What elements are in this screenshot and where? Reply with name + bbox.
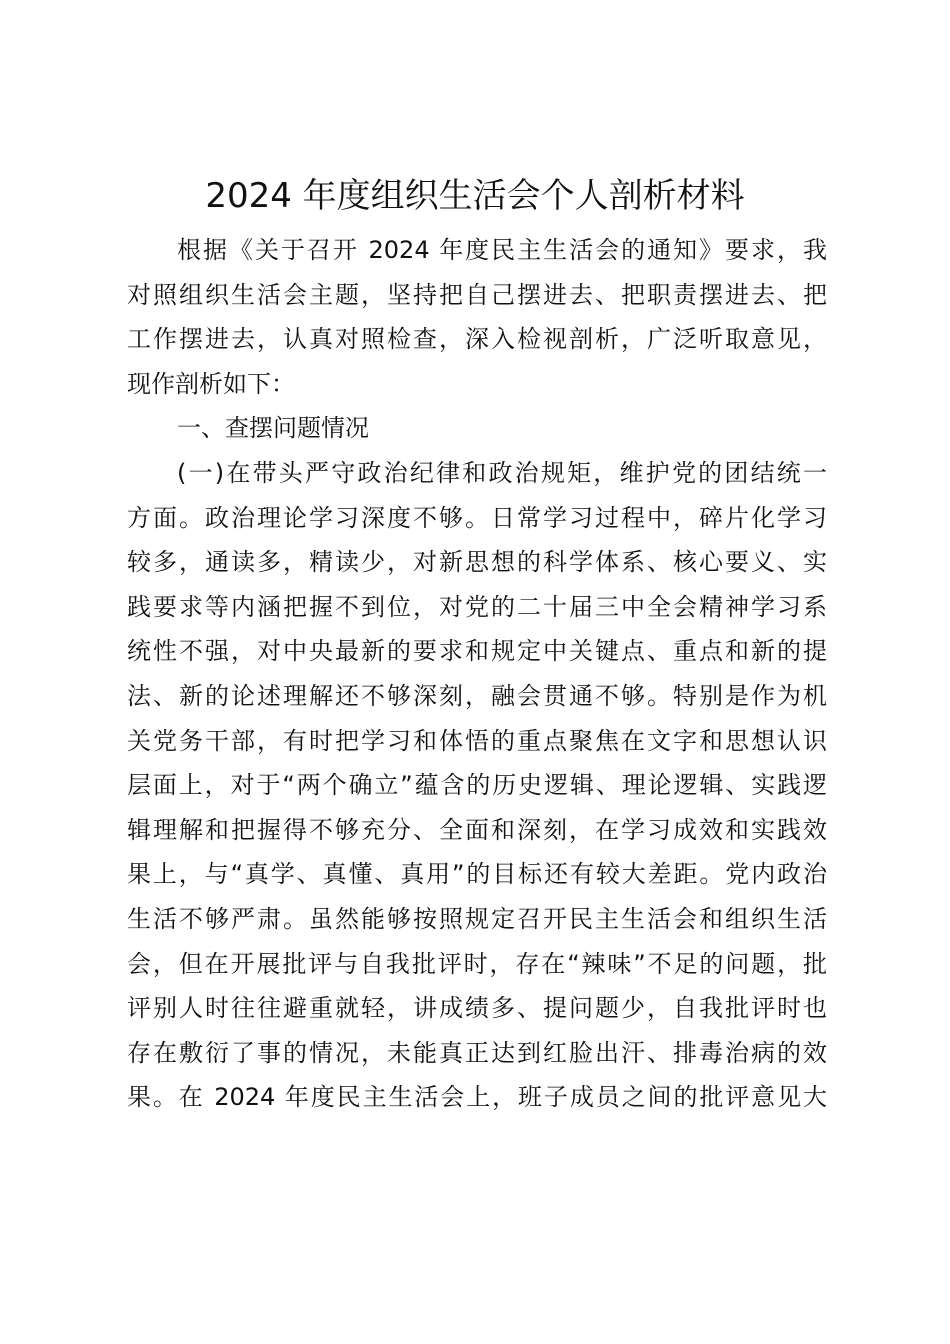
text-line: 辑理解和把握得不够充分、全面和深刻，在学习成效和实践效 xyxy=(127,815,827,844)
text-line: 果上，与“真学、真懂、真用”的目标还有较大差距。党内政治 xyxy=(127,860,827,889)
text-line: 统性不强，对中央最新的要求和规定中关键点、重点和新的提 xyxy=(127,637,827,666)
text-line: 果。在 2024 年度民主生活会上，班子成员之间的批评意见大 xyxy=(127,1083,827,1112)
text-line: 践要求等内涵把握不到位，对党的二十届三中全会精神学习系 xyxy=(127,592,827,621)
text-line: 存在敷衍了事的情况，未能真正达到红脸出汗、排毒治病的效 xyxy=(127,1038,827,1067)
text-line: 关党务干部，有时把学习和体悟的重点聚焦在文字和思想认识 xyxy=(127,726,827,755)
text-line: 评别人时往往避重就轻，讲成绩多、提问题少，自我批评时也 xyxy=(127,994,827,1023)
text-line: 法、新的论述理解还不够深刻，融会贯通不够。特别是作为机 xyxy=(127,681,827,710)
text-line: 根据《关于召开 2024 年度民主生活会的通知》要求，我 xyxy=(177,236,827,264)
document-title: 2024 年度组织生活会个人剖析材料 xyxy=(205,176,745,216)
text-line: 会，但在开展批评与自我批评时，存在“辣味”不足的问题，批 xyxy=(127,949,827,978)
text-line: 对照组织生活会主题，坚持把自己摆进去、把职责摆进去、把 xyxy=(127,280,827,309)
text-line: 方面。政治理论学习深度不够。日常学习过程中，碎片化学习 xyxy=(127,503,827,532)
text-line: 现作剖析如下： xyxy=(127,369,295,398)
text-line: 生活不够严肃。虽然能够按照规定召开民主生活会和组织生活 xyxy=(127,904,827,933)
document-body xyxy=(127,228,827,1120)
text-line: 工作摆进去，认真对照检查，深入检视剖析，广泛听取意见， xyxy=(127,325,827,354)
text-line: (一)在带头严守政治纪律和政治规矩，维护党的团结统一 xyxy=(177,458,827,487)
text-line: 一、查摆问题情况 xyxy=(177,414,369,443)
text-line: 较多，通读多，精读少，对新思想的科学体系、核心要义、实 xyxy=(127,548,827,577)
text-line: 层面上，对于“两个确立”蕴含的历史逻辑、理论逻辑、实践逻 xyxy=(127,771,827,800)
